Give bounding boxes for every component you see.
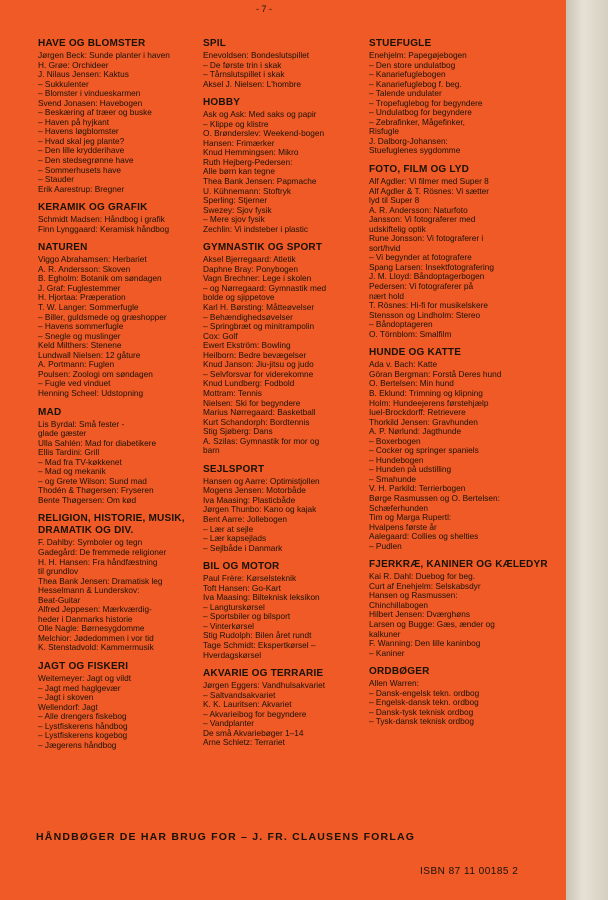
book-entry: – Den lille krydderihave: [38, 146, 125, 156]
book-entry: A. R. Andersson: Naturfoto: [369, 205, 468, 215]
book-entry: – Lær kapsejlads: [203, 534, 267, 544]
book-entry: – Sejlbåde i Danmark: [203, 543, 283, 553]
book-entry: – Kaniner: [369, 648, 405, 658]
isbn-number: ISBN 87 11 00185 2: [420, 866, 519, 877]
book-entry: – Hunden på udstilling: [369, 465, 452, 475]
book-entry: K. Stenstadvold: Kammermusik: [38, 643, 154, 653]
book-entry: – Springbræt og minitrampolin: [203, 322, 315, 332]
book-entry: – Hundebogen: [369, 455, 424, 465]
book-entry: – Dansk-engelsk tekn. ordbog: [369, 688, 480, 698]
book-entry: Iva Maasing: Plasticbåde: [203, 495, 296, 505]
book-entry: Spang Larsen: Insektfotografering: [369, 262, 494, 272]
book-entry: Knud Lundberg: Fodbold: [203, 379, 295, 389]
book-entry: De små Akvariebøger 1–14: [203, 728, 304, 738]
book-entry: Hansen og Aarre: Optimistjollen: [203, 476, 320, 486]
catalog-section: [369, 38, 564, 156]
book-entry: – Snegle og muslinger: [38, 331, 121, 341]
book-entry: Alle børn kan tegne: [203, 167, 275, 177]
book-entry: – Vi begynder at fotografere: [369, 253, 472, 263]
section-heading: ORDBØGER: [369, 666, 430, 678]
catalog-column-middle: [203, 38, 368, 756]
book-entry: Thodén & Thøgersen: Fryseren: [38, 486, 154, 496]
book-entry: Hilbert Jensen: Dværghøns: [369, 610, 470, 620]
book-entry: Enehjelm: Papegøjebogen: [369, 51, 467, 60]
book-entry: Iva Maasing: Bilteknisk leksikon: [203, 593, 320, 603]
book-entry: – Langturskørsel: [203, 602, 265, 612]
book-entry: Ada v. Bach: Katte: [369, 360, 438, 370]
book-entry: Heilborn: Bedre bevægelser: [203, 350, 307, 360]
book-entry: nært hold: [369, 291, 405, 301]
book-entry: Hansen: Frimærker: [203, 138, 275, 148]
book-entry: Børge Rasmussen og O. Bertelsen:: [369, 493, 500, 503]
book-entry: Hverdagskørsel: [203, 650, 262, 660]
book-entry: B. Eklund: Trimning og klipning: [369, 388, 483, 398]
section-heading: GYMNASTIK OG SPORT: [203, 242, 323, 254]
book-entry: Lis Byrdal: Små fester -: [38, 419, 125, 429]
book-entry: Bente Thøgersen: Om kød: [38, 495, 137, 505]
book-entry: – Tropefuglebog for begyndere: [369, 98, 483, 108]
book-entry: Sperling: Stjerner: [203, 196, 268, 206]
book-entry: – Den stedsegrønne have: [38, 156, 134, 166]
book-entry: Marius Nørregaard: Basketball: [203, 408, 316, 418]
book-entry: Tim og Marga Rupertl:: [369, 513, 452, 523]
book-entry: Keld Milthers: Stenene: [38, 341, 122, 351]
catalog-section: [38, 407, 208, 506]
book-entry: Wellendorf: Jagt: [38, 702, 98, 712]
book-entry: – Boxerbogen: [369, 436, 421, 446]
book-entry: Arne Schletz: Terrariet: [203, 738, 285, 748]
book-entry: – Dansk-tysk teknisk ordbog: [369, 707, 474, 717]
book-entry: Iuel-Brockdorff: Retrievere: [369, 408, 466, 418]
book-entry: Ask og Ask: Med saks og papir: [203, 110, 317, 120]
book-entry: F. Wanning: Den lille kaninbog: [369, 639, 481, 649]
book-entry: Hesselmann & Lunderskov:: [38, 586, 140, 596]
book-entry: Jansson: Vi fotograferer med: [369, 215, 476, 225]
publisher-footer: HÅNDBØGER DE HAR BRUG FOR – J. FR. CLAUSENS FORLAG: [36, 831, 416, 843]
book-entry: Daphne Bray: Ponybogen: [203, 264, 299, 274]
book-entry: Svend Jonasen: Havebogen: [38, 98, 143, 108]
book-entry: Henning Scheel: Udstopning: [38, 388, 144, 398]
book-entry: – De første trin i skak: [203, 60, 282, 70]
book-entry: Bent Aarre: Jollebogen: [203, 514, 287, 524]
book-entry: Lundwall Nielsen: 12 gåture: [38, 350, 141, 360]
book-entry: – Klippe og klistre: [203, 119, 269, 129]
book-entry: – Båndoptageren: [369, 320, 433, 330]
book-entry: A. Szilas: Gymnastik for mor og: [203, 436, 320, 446]
catalog-section: [369, 347, 564, 551]
book-entry: Mottram: Tennis: [203, 388, 262, 398]
book-entry: Olle Nagle: Børnesygdomme: [38, 624, 145, 634]
book-entry: Alfred Jeppesen: Mærkværdig-: [38, 605, 152, 615]
book-entry: – og Grete Wilson: Sund mad: [38, 476, 147, 486]
book-entry: Poulsen: Zoologi om søndagen: [38, 369, 153, 379]
book-entry: Erik Aarestrup: Bregner: [38, 184, 125, 194]
book-entry: bolde og sjippetove: [203, 293, 275, 303]
book-entry: Mogens Jensen: Motorbåde: [203, 486, 306, 496]
book-entry: Göran Bergman: Forstå Deres hund: [369, 369, 502, 379]
section-heading: HAVE OG BLOMSTER: [38, 38, 146, 49]
catalog-column-left: [38, 38, 208, 758]
book-entry: – Lær at sejle: [203, 524, 254, 534]
book-entry: – Tysk-dansk teknisk ordbog: [369, 717, 474, 727]
book-entry: Zechlin: Vi indsteber i plastic: [203, 224, 308, 234]
book-entry: – Mad og mekanik: [38, 467, 106, 477]
book-entry: – Blomster i vindueskarmen: [38, 89, 141, 99]
book-entry: Nielsen: Ski for begyndere: [203, 398, 301, 408]
book-entry: Cox: Golf: [203, 331, 238, 341]
book-entry: Stig Sjøberg: Dans: [203, 427, 273, 437]
book-entry: Allen Warren:: [369, 679, 419, 689]
book-entry: Knud Janson: Jiu-jitsu og judo: [203, 360, 314, 370]
book-entry: H. Hjortaa: Præperation: [38, 293, 126, 303]
book-entry: – Jægerens håndbog: [38, 740, 117, 750]
book-entry: Stensson og Lindholm: Stereo: [369, 310, 481, 320]
book-entry: O. Törnblom: Smalfilm: [369, 329, 452, 339]
book-entry: – Mad fra TV-køkkenet: [38, 457, 122, 467]
book-entry: – Alle drengers fiskebog: [38, 712, 127, 722]
book-entry: J. Graf: Fuglestemmer: [38, 283, 121, 293]
catalog-section: [38, 513, 208, 653]
book-entry: A. Portmann: Fuglen: [38, 360, 115, 370]
book-entry: barn: [203, 446, 220, 456]
catalog-section: [203, 561, 368, 660]
book-entry: – og Nørregaard: Gymnastik med: [203, 283, 327, 293]
book-entry: Knud Hemmingsen: Mikro: [203, 148, 299, 158]
catalog-section: [369, 164, 564, 339]
book-entry: – Tårnslutspillet i skak: [203, 70, 285, 80]
book-entry: Finn Lynggaard: Keramisk håndbog: [38, 224, 170, 234]
section-heading: JAGT OG FISKERI: [38, 660, 129, 672]
book-entry: – Sportsbiler og bilsport: [203, 612, 291, 622]
book-entry: Vagn Brechner: Lege i skolen: [203, 274, 312, 284]
book-entry: Enevoldsen: Bondeslutspillet: [203, 51, 310, 60]
book-entry: O. Bertelsen: Min hund: [369, 379, 454, 389]
book-entry: – Akvarieibog for begyndere: [203, 709, 307, 719]
catalog-section: [369, 666, 564, 727]
book-entry: Thea Bank Jensen: Dramatisk leg: [38, 576, 163, 586]
book-entry: K. K. Lauritsen: Akvariet: [203, 700, 292, 710]
book-entry: – Behændighedsøvelser: [203, 312, 293, 322]
book-entry: T. Rösnes: Hi-fi for musikelskere: [369, 301, 488, 311]
catalog-section: [38, 661, 208, 750]
book-entry: udskiftelig optik: [369, 224, 426, 234]
book-entry: Karl H. Børsting: Måtteøvelser: [203, 303, 315, 313]
book-entry: Chinchillabogen: [369, 600, 429, 610]
book-entry: Kai R. Dahl: Duebog for beg.: [369, 572, 476, 582]
book-entry: Hvalpens første år: [369, 522, 437, 532]
book-spine-edge: [566, 0, 608, 900]
book-entry: Viggo Abrahamsen: Herbariet: [38, 255, 147, 265]
book-entry: kalkuner: [369, 629, 401, 639]
catalog-section: [203, 242, 368, 455]
book-entry: Schmidt Madsen: Håndbog i grafik: [38, 215, 165, 225]
book-entry: – Saltvandsakvariet: [203, 690, 276, 700]
book-entry: U. Kühnemann: Stoftryk: [203, 186, 292, 196]
section-heading: HUNDE OG KATTE: [369, 347, 462, 359]
book-entry: Jørgen Eggers: Vandhulsakvariet: [203, 681, 326, 691]
book-entry: – Biller, guldsmede og græshopper: [38, 312, 167, 322]
book-entry: Jørgen Thunbo: Kano og kajak: [203, 505, 317, 515]
book-entry: – Lystfiskerens kogebog: [38, 731, 128, 741]
book-entry: Holm: Hundeejerens førstehjælp: [369, 398, 489, 408]
book-entry: Alf Agdler & T. Rösnes: Vi sætter: [369, 186, 490, 196]
book-entry: – Stauder: [38, 175, 74, 185]
book-entry: J. M. Lloyd: Båndoptagerbogen: [369, 272, 485, 282]
page-mark: - 7 -: [256, 4, 273, 14]
book-entry: – Vandplanter: [203, 719, 255, 729]
book-entry: A. P. Nørlund: Jagthunde: [369, 427, 462, 437]
book-entry: – Haven på hyjkant: [38, 117, 110, 127]
catalog-section: [38, 202, 208, 234]
book-entry: H. H. Hansen: Fra håndfæstning: [38, 557, 158, 567]
book-entry: Swezey: Sjov fysik: [203, 205, 272, 215]
book-entry: H. Grøe: Orchideer: [38, 60, 109, 70]
section-heading: STUEFUGLE: [369, 38, 432, 49]
catalog-column-right: [369, 38, 564, 735]
book-entry: Risfugle: [369, 127, 399, 137]
book-entry: Gadegård: De fremmede religioner: [38, 547, 167, 557]
book-entry: Ellis Tardini: Grill: [38, 448, 100, 458]
book-entry: Thorkild Jensen: Gravhunden: [369, 417, 478, 427]
book-entry: Ulla Sahlén: Mad for diabetikere: [38, 438, 157, 448]
section-heading: HOBBY: [203, 97, 241, 109]
book-entry: O. Brønderslev: Weekend-bogen: [203, 129, 325, 139]
book-entry: B. Egholm: Botanik om søndagen: [38, 274, 162, 284]
book-entry: – Vinterkørsel: [203, 621, 255, 631]
section-heading: RELIGION, HISTORIE, MUSIK, DRAMATIK OG DIV.: [38, 513, 185, 537]
book-entry: – Kanariefuglebog f. beg.: [369, 79, 462, 89]
book-entry: glade gæster: [38, 429, 87, 439]
book-entry: – Hvad skal jeg plante?: [38, 136, 125, 146]
book-entry: – Zebrafinker, Mågefinker,: [369, 117, 465, 127]
book-entry: Melchior: Jødedommen i vor tid: [38, 633, 154, 643]
book-entry: – Havens løgblomster: [38, 127, 119, 137]
book-entry: Weitemeyer: Jagt og vildt: [38, 673, 131, 683]
catalog-section: [203, 38, 368, 89]
book-entry: – Den store undulatbog: [369, 60, 456, 70]
book-entry: sort/hvid: [369, 243, 401, 253]
book-entry: J. Dalborg-Johansen:: [369, 136, 448, 146]
book-entry: Hansen og Rasmussen:: [369, 591, 458, 601]
book-entry: – Engelsk-dansk tekn. ordbog: [369, 698, 479, 708]
book-entry: Schæferhunden: [369, 503, 429, 513]
book-entry: – Fugle ved vinduet: [38, 379, 111, 389]
book-entry: – Pudlen: [369, 541, 402, 551]
book-entry: heder i Danmarks historie: [38, 614, 133, 624]
section-heading: AKVARIE OG TERRARIE: [203, 668, 324, 680]
catalog-section: [203, 668, 368, 748]
book-entry: Alf Agdler: Vi filmer med Super 8: [369, 177, 489, 187]
book-entry: Jørgen Beck: Sunde planter i haven: [38, 51, 170, 60]
book-entry: Aksel Bjerregaard: Atletik: [203, 255, 296, 265]
book-entry: – Mere sjov fysik: [203, 215, 265, 225]
book-entry: – Talende undulater: [369, 89, 442, 99]
catalog-section: [38, 242, 208, 398]
book-entry: Beat-Guitar: [38, 595, 81, 605]
book-entry: – Selvforsvar for viderekomne: [203, 369, 314, 379]
book-entry: F. Dahlby: Symboler og tegn: [38, 538, 143, 548]
section-heading: BIL OG MOTOR: [203, 561, 280, 573]
section-heading: FJERKRÆ, KANINER OG KÆLEDYR: [369, 559, 548, 571]
section-heading: MAD: [38, 406, 62, 418]
book-entry: Larsen og Bugge: Gæs, ænder og: [369, 619, 495, 629]
book-entry: Ruth Hejberg-Pedersen:: [203, 157, 293, 167]
catalog-section: [203, 464, 368, 553]
book-entry: Pedersen: Vi fotograferer på: [369, 282, 474, 292]
catalog-section: [369, 559, 564, 658]
book-entry: – Havens sommerfugle: [38, 322, 124, 332]
book-entry: – Smahunde: [369, 474, 417, 484]
book-entry: – Beskæring af træer og buske: [38, 108, 152, 118]
section-heading: KERAMIK OG GRAFIK: [38, 202, 148, 214]
catalog-section: [203, 97, 368, 234]
book-entry: – Lystfiskerens håndbog: [38, 721, 128, 731]
book-entry: – Undulatbog for begyndere: [369, 108, 472, 118]
book-entry: Paul Frère: Kørselsteknik: [203, 574, 297, 584]
catalog-section: [38, 38, 208, 194]
book-entry: – Sukkulenter: [38, 79, 89, 89]
section-heading: SEJLSPORT: [203, 463, 265, 475]
book-entry: Ewert Ekström: Bowling: [203, 341, 291, 351]
book-entry: Rune Jonsson: Vi fotograferer i: [369, 234, 484, 244]
book-entry: – Jagt med haglgevær: [38, 683, 121, 693]
book-entry: Stuefuglenes sygdomme: [369, 146, 461, 156]
book-entry: Toft Hansen: Go-Kart: [203, 583, 281, 593]
book-entry: Kurt Schandorph: Bordtennis: [203, 417, 310, 427]
book-entry: – Cocker og springer spaniels: [369, 446, 479, 456]
section-heading: FOTO, FILM OG LYD: [369, 164, 470, 176]
book-entry: lyd til Super 8: [369, 196, 420, 206]
book-entry: V. H. Parkild: Terrierbogen: [369, 484, 466, 494]
book-entry: J. Nilaus Jensen: Kaktus: [38, 70, 129, 80]
book-entry: Aksel J. Nielsen: L'hombre: [203, 79, 301, 89]
book-entry: Thea Bank Jensen: Papmache: [203, 177, 317, 187]
book-entry: – Kanariefuglebogen: [369, 70, 446, 80]
book-entry: – Sommerhusets have: [38, 165, 122, 175]
book-entry: til grundlov: [38, 567, 79, 577]
book-entry: Tage Schmidt: Ekspertkørsel –: [203, 640, 316, 650]
book-entry: Curt af Enehjelm: Selskabsdyr: [369, 581, 481, 591]
book-entry: A. R. Andersson: Skoven: [38, 264, 131, 274]
book-entry: – Jagt i skoven: [38, 693, 94, 703]
book-entry: Stig Rudolph: Bilen året rundt: [203, 631, 312, 641]
book-entry: Aalegaard: Collies og shelties: [369, 532, 479, 542]
book-entry: T. W. Langer: Sommerfugle: [38, 303, 139, 313]
section-heading: SPIL: [203, 38, 227, 49]
section-heading: NATUREN: [38, 242, 88, 254]
